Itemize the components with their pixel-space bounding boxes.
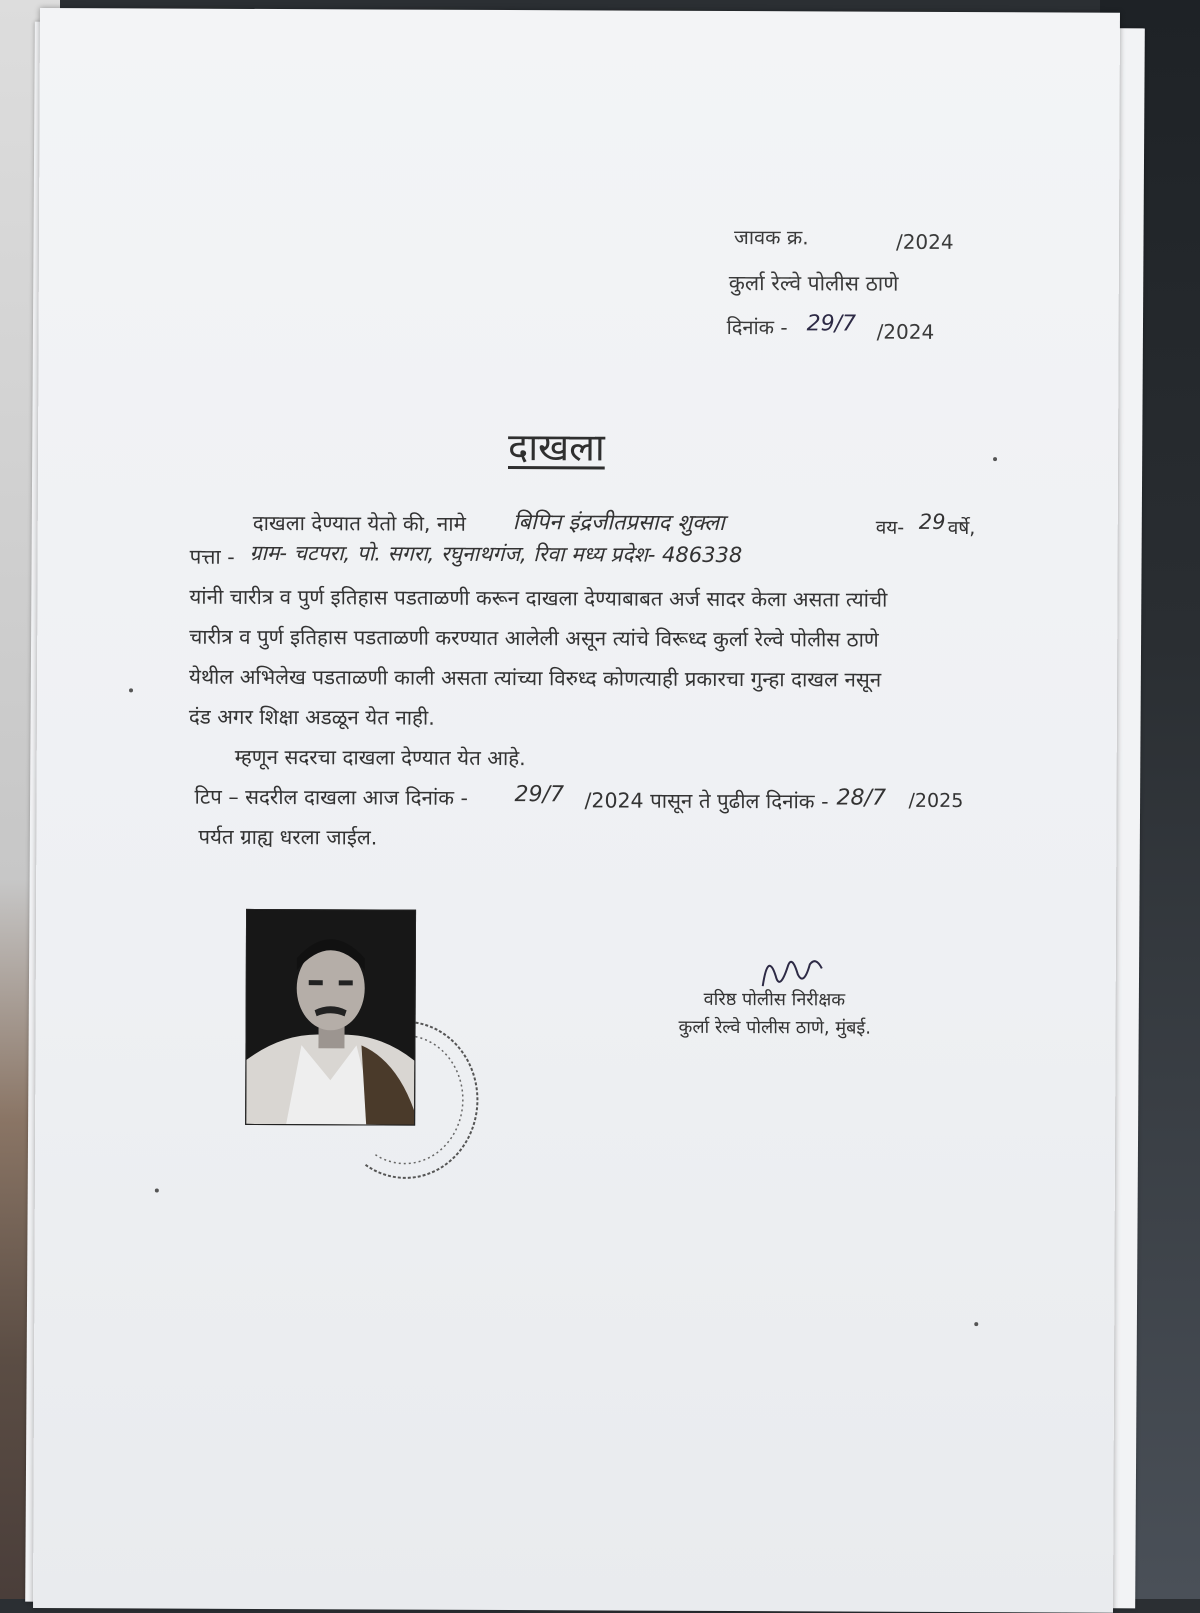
note-date2-handwritten: 28/7 [836,785,887,811]
paper-speck [155,1189,159,1193]
note-prefix: टिप – सदरील दाखला आज दिनांक - [194,784,468,810]
age-label: वय- [875,516,905,539]
page-title: दाखला [507,425,605,470]
body-line-4: चारीत्र व पुर्ण इतिहास पडताळणी करण्यात आलेली असून त्यांचे विरूध्द कुर्ला रेल्वे पोलीस ठाणे [189,624,879,652]
address-handwritten: ग्राम- चटपरा, पो. सगरा, रघुनाथगंज, रिवा मध्य प्रदेश- 486338 [249,540,743,568]
header-office-name: कुर्ला रेल्वे पोलीस ठाणे [728,271,899,296]
signatory-office: कुर्ला रेल्वे पोलीस ठाणे, मुंबई. [678,1016,872,1039]
paper-speck [974,1322,978,1326]
note-middle: /2024 पासून ते पुढील दिनांक - [584,788,829,814]
note-date1-handwritten: 29/7 [514,782,565,808]
address-label: पत्ता - [189,544,235,569]
paper-speck [129,688,133,692]
note-year2: /2025 [908,789,964,813]
header-date-handwritten: 29/7 [806,311,857,337]
header-date-label: दिनांक - [726,314,788,340]
outward-number-year: /2024 [895,229,954,254]
signatory-designation: वरिष्ठ पोलीस निरीक्षक [703,988,846,1011]
body-line-7: म्हणून सदरचा दाखला देण्यात येत आहे. [234,744,526,771]
age-handwritten: 29 [918,509,946,534]
outward-number-label: जावक क्र. [733,225,809,250]
body-line-3: यांनी चारीत्र व पुर्ण इतिहास पडताळणी करून दाखला देण्याबाबत अर्ज सादर केला असता त्यांची [189,584,888,612]
applicant-name-handwritten: बिपिन इंद्रजीतप्रसाद शुक्ला [512,510,725,536]
note-end: पर्यत ग्राह्य धरला जाईल. [198,824,378,850]
body-line-5: येथील अभिलेख पडताळणी काली असता त्यांच्या विरुध्द कोणत्याही प्रकारचा गुन्हा दाखल नसून [189,664,882,692]
paper-speck [993,457,997,461]
body-line-6: दंड अगर शिक्षा अडळून येत नाही. [188,704,435,730]
certificate-page [33,8,1120,1613]
header-date-year: /2024 [876,319,935,344]
age-suffix: वर्षे, [947,516,976,540]
body-line-1-prefix: दाखला देण्यात येतो की, नामे [252,510,466,536]
police-stamp-icon [345,1014,486,1180]
